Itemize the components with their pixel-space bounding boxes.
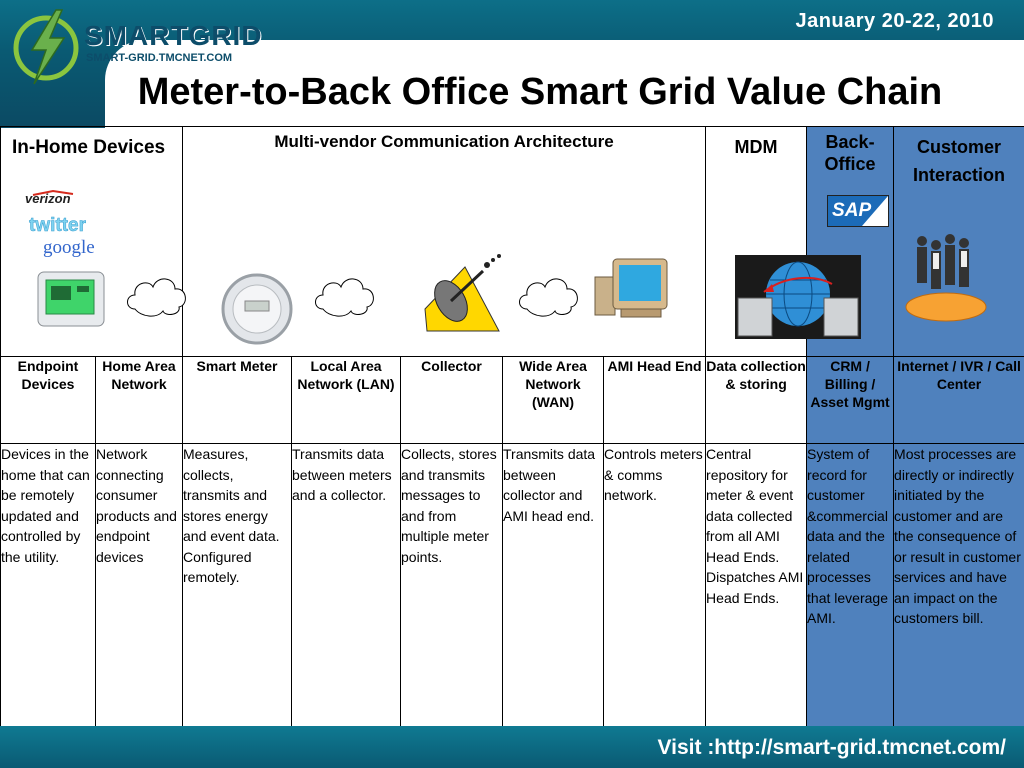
stage-desc-collector: Collects, stores and transmits messages to and from multiple meter points. bbox=[401, 444, 503, 727]
smart-meter-icon bbox=[219, 271, 295, 347]
stage-header-internet: Internet / IVR / Call Center bbox=[894, 357, 1024, 444]
twitter-logo: twitter bbox=[29, 215, 86, 236]
stage-header-crm: CRM / Billing / Asset Mgmt bbox=[807, 357, 894, 444]
logo-subtitle: SMART-GRID.TMCNET.COM bbox=[86, 52, 233, 64]
cloud-icon bbox=[123, 269, 191, 319]
stage-desc-ami-head-end: Controls meters & comms network. bbox=[604, 444, 706, 727]
verizon-logo: verizon bbox=[25, 191, 71, 206]
footer-band bbox=[0, 726, 1024, 768]
cloud-icon bbox=[515, 269, 583, 319]
footer-url-link[interactable]: Visit :http://smart-grid.tmcnet.com/ bbox=[657, 736, 1006, 759]
cloud-icon bbox=[311, 269, 379, 319]
sap-logo bbox=[827, 195, 889, 227]
logo-title: SMARTGRID bbox=[84, 20, 263, 51]
sap-logo-text: SAP bbox=[832, 200, 872, 221]
stage-header-ami-head-end: AMI Head End bbox=[604, 357, 706, 444]
data-exchange-icon bbox=[734, 254, 862, 340]
stage-desc-wan: Transmits data between collector and AMI head end. bbox=[503, 444, 604, 727]
stage-desc-endpoint: Devices in the home that can be remotely updated and controlled by the utility. bbox=[1, 444, 96, 727]
stage-desc-internet: Most processes are directly or indirectly initiated by the customer and are the consequence of or result in customer services and have an impact on the customers bill. bbox=[894, 444, 1024, 727]
stage-header-data-collection: Data collection & storing bbox=[706, 357, 807, 444]
stage-desc-han: Network connecting consumer products and endpoint devices bbox=[96, 444, 183, 727]
stage-header-wan: Wide Area Network (WAN) bbox=[503, 357, 604, 444]
customer-interaction-cell bbox=[894, 127, 1024, 357]
communication-architecture-cell bbox=[183, 127, 706, 357]
page-title: Meter-to-Back Office Smart Grid Value Chain bbox=[137, 71, 943, 113]
satellite-dish-collector-icon bbox=[421, 251, 507, 337]
stage-header-collector: Collector bbox=[401, 357, 503, 444]
stage-header-smart-meter: Smart Meter bbox=[183, 357, 292, 444]
computer-head-end-icon bbox=[593, 257, 685, 321]
lightning-bolt-icon bbox=[12, 8, 82, 86]
stage-header-han: Home Area Network bbox=[96, 357, 183, 444]
customer-group-icon bbox=[904, 231, 988, 323]
verizon-check-icon bbox=[31, 189, 75, 197]
stage-desc-crm: System of record for customer &commercial data and the related processes that leverage AMI. bbox=[807, 444, 894, 727]
in-home-devices-cell bbox=[1, 127, 183, 357]
google-logo: google bbox=[43, 237, 95, 258]
communication-architecture-header: Multi-vendor Communication Architecture bbox=[274, 132, 614, 151]
stage-desc-lan: Transmits data between meters and a collector. bbox=[292, 444, 401, 727]
customer-interaction-header: Customer Interaction bbox=[913, 137, 1006, 185]
event-date: January 20-22, 2010 bbox=[795, 10, 994, 32]
thermostat-icon bbox=[37, 271, 105, 327]
mdm-header: MDM bbox=[734, 137, 778, 157]
stage-desc-smart-meter: Measures, collects, transmits and stores energy and event data. Configured remotely. bbox=[183, 444, 292, 727]
value-chain-table bbox=[0, 126, 1024, 726]
stage-header-lan: Local Area Network (LAN) bbox=[292, 357, 401, 444]
back-office-header: Back-Office bbox=[824, 132, 876, 174]
in-home-devices-header: In-Home Devices bbox=[12, 137, 166, 158]
stage-header-endpoint: Endpoint Devices bbox=[1, 357, 96, 444]
stage-desc-data-collection: Central repository for meter & event data collected from all AMI Head Ends. Dispatches AMI Head Ends. bbox=[706, 444, 807, 727]
